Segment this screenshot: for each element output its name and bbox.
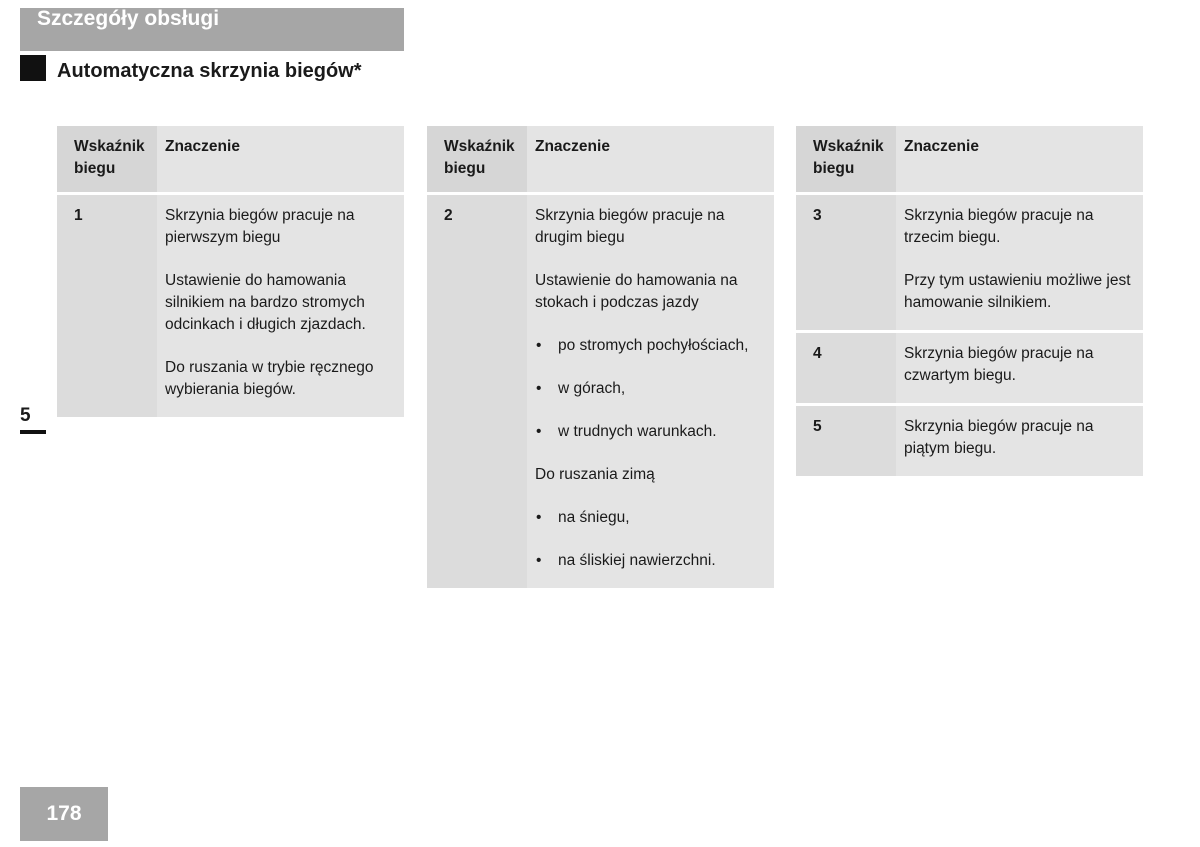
gear-meaning xyxy=(896,195,1143,330)
header-gear-indicator: Wskaźnik biegu xyxy=(796,126,896,192)
header-gear-indicator: Wskaźnik biegu xyxy=(427,126,527,192)
meaning-paragraph: Skrzynia biegów pracuje na czwartym biegu. xyxy=(904,345,1094,384)
list-item-text: na śliskiej nawierzchni. xyxy=(558,552,716,569)
gear-table-1 xyxy=(57,126,404,417)
table-row xyxy=(796,195,1143,333)
gear-value: 4 xyxy=(796,333,896,403)
gear-value: 1 xyxy=(57,195,157,417)
gear-value: 5 xyxy=(796,406,896,476)
table-row xyxy=(796,333,1143,406)
list-item-text: po stromych pochyłościach, xyxy=(558,337,749,354)
table-row xyxy=(427,195,774,588)
bullet-icon: • xyxy=(536,380,542,397)
meaning-paragraph: Ustawienie do hamowania na stokach i podczas jazdy xyxy=(535,272,738,311)
section-title: Automatyczna skrzynia biegów* xyxy=(57,60,362,82)
meaning-paragraph: Przy tym ustawieniu możliwe jest hamowanie silnikiem. xyxy=(904,272,1131,311)
meaning-paragraph: Skrzynia biegów pracuje na trzecim biegu. xyxy=(904,207,1094,246)
gear-table-3 xyxy=(796,126,1143,476)
list-item xyxy=(535,507,768,529)
page-number: 178 xyxy=(20,787,108,841)
section-marker-icon xyxy=(20,55,46,81)
list-item-text: w trudnych warunkach. xyxy=(558,423,717,440)
header-meaning: Znaczenie xyxy=(527,126,774,192)
header-gear-indicator: Wskaźnik biegu xyxy=(57,126,157,192)
list-item xyxy=(535,550,768,572)
bullet-icon: • xyxy=(536,423,542,440)
page-header-title: Szczegóły obsługi xyxy=(37,7,220,30)
list-item xyxy=(535,421,768,443)
bullet-list xyxy=(535,507,768,572)
meaning-paragraph: Ustawienie do hamowania silnikiem na bardzo stromych odcinkach i długich zjazdach. xyxy=(165,272,366,333)
meaning-paragraph: Do ruszania w trybie ręcznego wybierania biegów. xyxy=(165,359,374,398)
gear-value: 2 xyxy=(427,195,527,588)
gear-meaning xyxy=(896,406,1143,476)
meaning-paragraph: Skrzynia biegów pracuje na pierwszym biegu xyxy=(165,207,355,246)
list-item xyxy=(535,335,768,357)
meaning-paragraph: Skrzynia biegów pracuje na piątym biegu. xyxy=(904,418,1094,457)
table-header xyxy=(427,126,774,195)
bullet-icon: • xyxy=(536,552,542,569)
table-row xyxy=(796,406,1143,476)
chapter-tab: 5 xyxy=(20,402,46,434)
list-item-text: na śniegu, xyxy=(558,509,630,526)
header-meaning: Znaczenie xyxy=(157,126,404,192)
gear-meaning xyxy=(527,195,774,588)
bullet-list xyxy=(535,335,768,443)
table-header xyxy=(57,126,404,195)
gear-table-2 xyxy=(427,126,774,588)
header-meaning: Znaczenie xyxy=(896,126,1143,192)
table-row xyxy=(57,195,404,417)
table-header xyxy=(796,126,1143,195)
gear-meaning xyxy=(157,195,404,417)
meaning-paragraph: Skrzynia biegów pracuje na drugim biegu xyxy=(535,207,725,246)
gear-meaning xyxy=(896,333,1143,403)
meaning-paragraph: Do ruszania zimą xyxy=(535,466,655,483)
bullet-icon: • xyxy=(536,337,542,354)
list-item xyxy=(535,378,768,400)
gear-value: 3 xyxy=(796,195,896,330)
list-item-text: w górach, xyxy=(558,380,626,397)
bullet-icon: • xyxy=(536,509,542,526)
